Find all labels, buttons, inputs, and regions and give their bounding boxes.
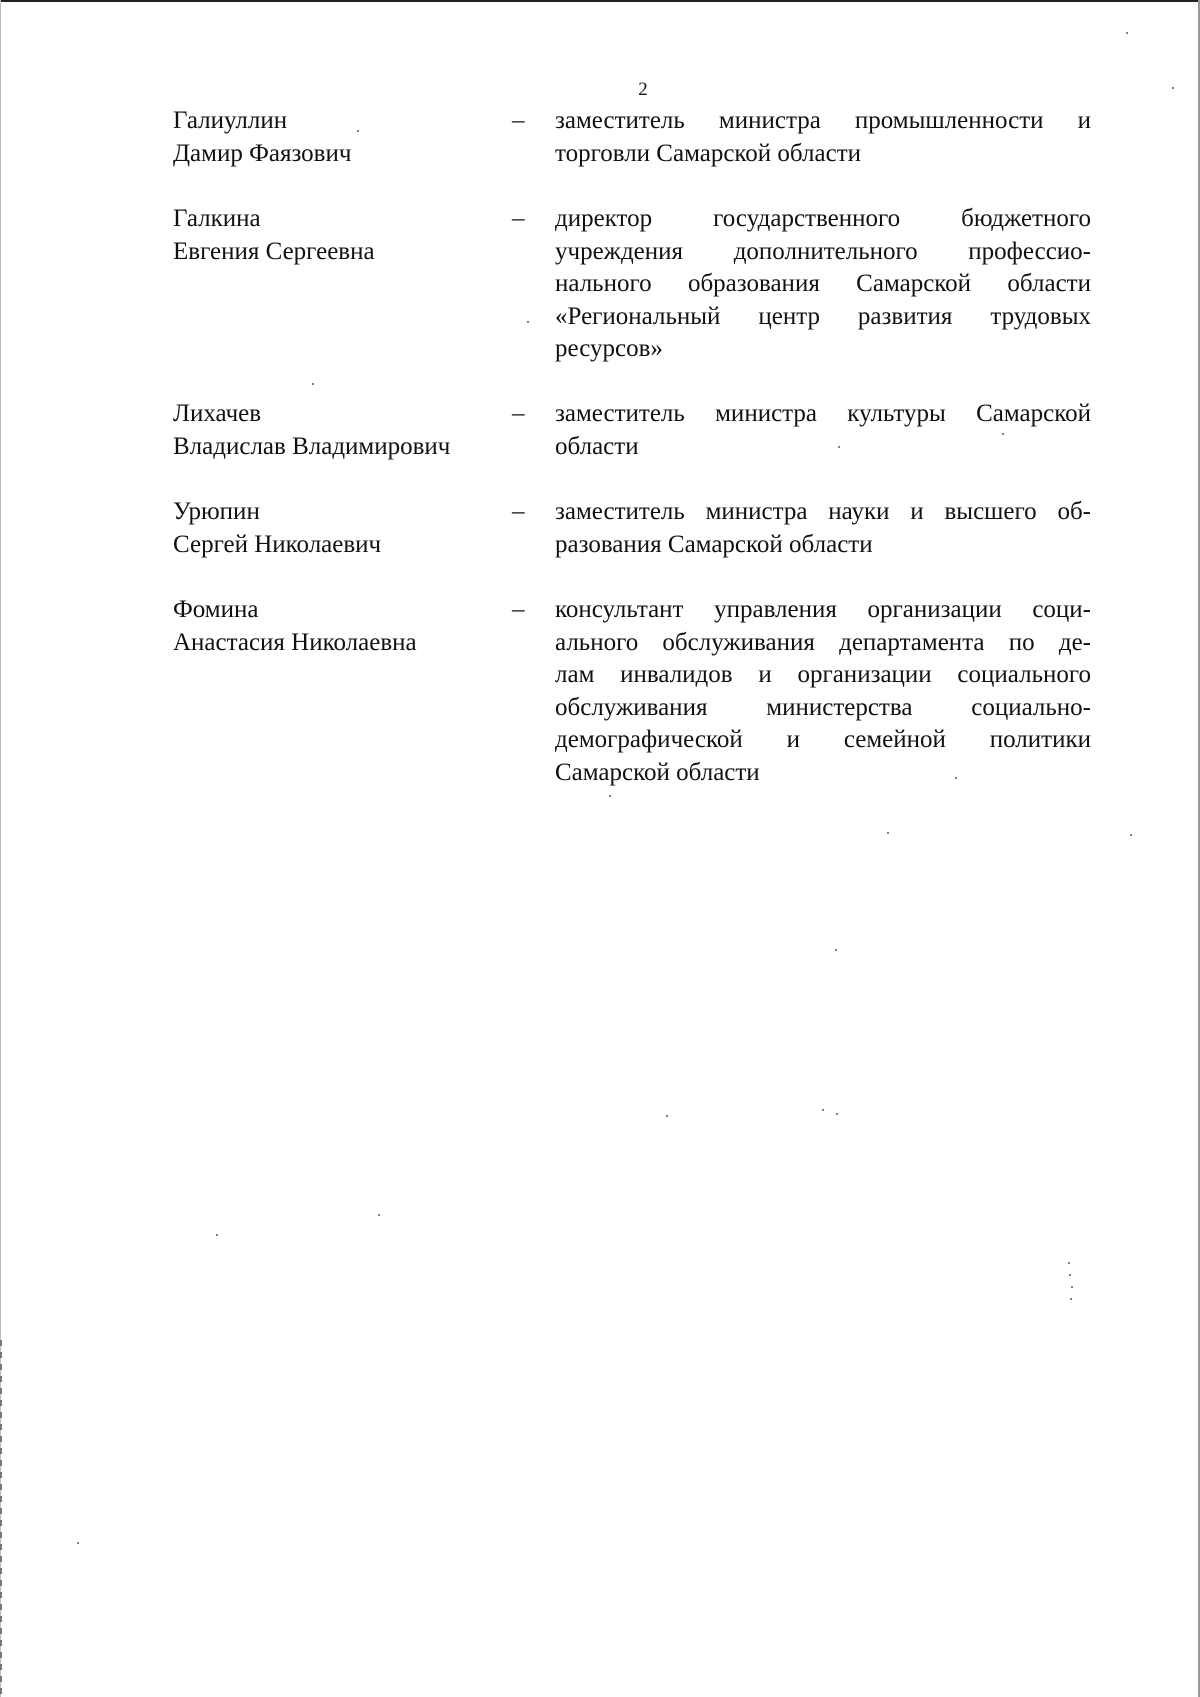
member-given-names: Владислав Владимирович: [173, 432, 451, 460]
member-role: [555, 203, 1091, 366]
scan-speck: [216, 1234, 218, 1236]
separator-dash: –: [512, 596, 525, 623]
separator-dash: –: [512, 205, 525, 232]
member-role: [555, 496, 1091, 561]
scan-border-top: [0, 0, 1200, 2]
scan-speck: [1070, 1298, 1072, 1300]
member-name: [173, 203, 513, 268]
role-line: ального обслуживания департамента по де-: [555, 628, 1091, 656]
member-role: [555, 594, 1091, 789]
role-line: заместитель министра науки и высшего об-: [555, 498, 1091, 525]
role-line: нального образования Самарской области: [555, 270, 1091, 297]
role-line: разования Самарской области: [555, 530, 873, 558]
scan-speck: [312, 383, 314, 385]
scan-speck: [1172, 87, 1174, 89]
role-line: ресурсов»: [555, 335, 663, 362]
role-line: лам инвалидов и организации социального: [555, 661, 1091, 688]
scan-speck: [836, 1113, 838, 1115]
scan-speck: [1002, 433, 1004, 435]
scan-speck: [887, 832, 889, 834]
page-number: 2: [638, 79, 648, 100]
member-name: [173, 398, 513, 463]
scan-speck: [822, 1109, 824, 1111]
role-line: учреждения дополнительного профессио-: [555, 237, 1091, 265]
scan-speck: [77, 1542, 79, 1544]
role-line: демографической и семейной политики: [555, 726, 1091, 753]
scan-speck: [835, 949, 837, 951]
member-given-names: Дамир Фаязович: [173, 139, 352, 167]
role-line: заместитель министра культуры Самарской: [555, 400, 1091, 427]
role-line: торговли Самарской области: [555, 139, 861, 167]
scan-border-left-dashed: [0, 1340, 2, 1697]
member-role: [555, 398, 1091, 463]
scan-speck: [1126, 32, 1128, 34]
scan-speck: [1068, 1262, 1070, 1264]
scan-speck: [1130, 834, 1132, 836]
scan-speck: [378, 1214, 380, 1216]
role-line: Самарской области: [555, 758, 760, 786]
scan-speck: [838, 446, 840, 448]
scan-speck: [1071, 1286, 1073, 1288]
scan-speck: [666, 1115, 668, 1117]
scan-speck: [357, 130, 359, 132]
member-surname: Галкина: [173, 205, 261, 232]
scan-speck: [609, 795, 611, 797]
scan-speck: [1069, 1274, 1071, 1276]
member-given-names: Евгения Сергеевна: [173, 237, 375, 265]
separator-dash: –: [512, 107, 525, 134]
member-name: [173, 105, 513, 170]
role-line: директор государственного бюджетного: [555, 205, 1091, 232]
role-line: обслуживания министерства социально-: [555, 693, 1091, 721]
member-surname: Урюпин: [173, 498, 260, 525]
member-given-names: Сергей Николаевич: [173, 530, 382, 558]
member-name: [173, 496, 513, 561]
role-line: консультант управления организации соци-: [555, 596, 1091, 623]
role-line: области: [555, 432, 639, 460]
scan-speck: [955, 777, 957, 779]
member-given-names: Анастасия Николаевна: [173, 628, 417, 656]
role-line: «Региональный центр развития трудовых: [555, 302, 1091, 330]
separator-dash: –: [512, 498, 525, 525]
member-role: [555, 105, 1091, 170]
member-surname: Галиуллин: [173, 107, 288, 134]
member-surname: Лихачев: [173, 400, 262, 427]
scan-speck: [527, 321, 529, 323]
member-surname: Фомина: [173, 596, 259, 623]
separator-dash: –: [512, 400, 525, 427]
role-line: заместитель министра промышленности и: [555, 107, 1091, 134]
member-name: [173, 594, 513, 659]
